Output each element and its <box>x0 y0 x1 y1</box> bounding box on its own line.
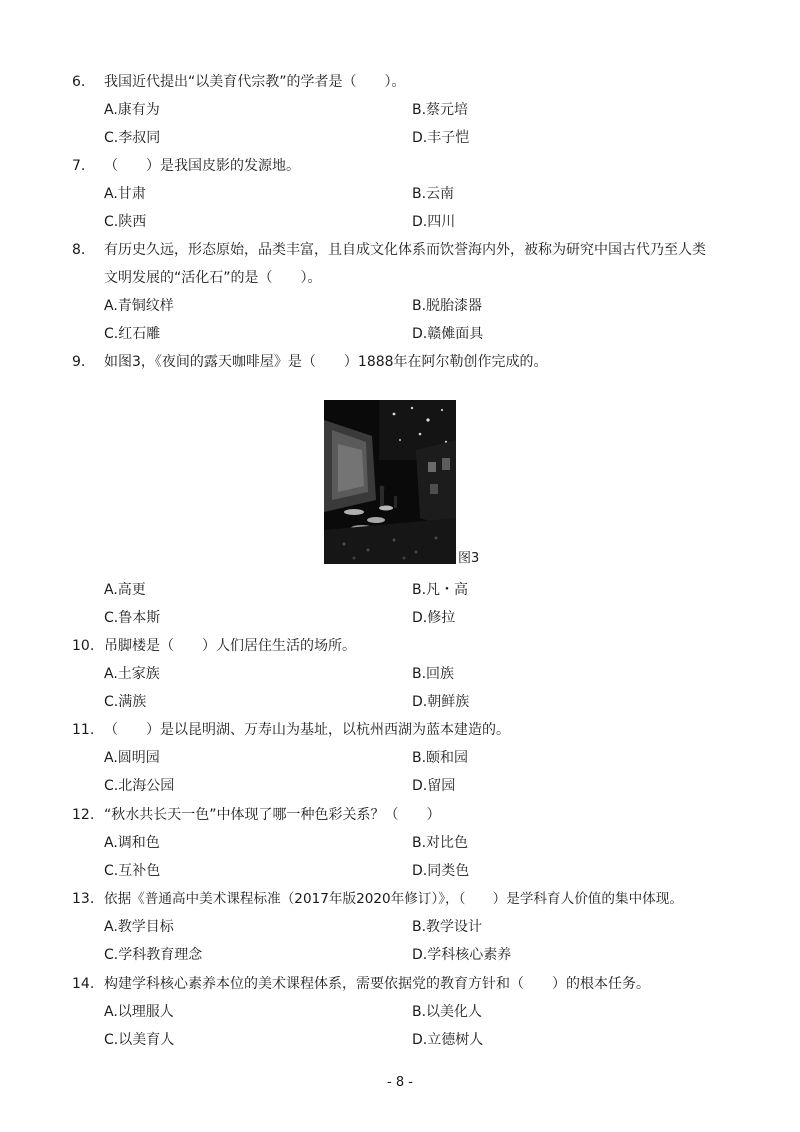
question-text: 构建学科核心素养本位的美术课程体系，需要依据党的教育方针和（ ）的根本任务。 <box>104 976 650 992</box>
option-d: D.修拉 <box>412 610 456 626</box>
question-number: 8. <box>72 242 86 258</box>
option-c: C.红石雕 <box>104 326 161 342</box>
page-number: - 8 - <box>387 1075 413 1090</box>
option-d: D.赣傩面具 <box>412 326 484 342</box>
question-number: 7. <box>72 158 86 174</box>
option-b: B.蔡元培 <box>412 102 469 118</box>
option-c: C.鲁本斯 <box>104 610 161 626</box>
option-a: A.以理服人 <box>104 1004 174 1020</box>
option-c: C.互补色 <box>104 863 161 879</box>
option-d: D.朝鲜族 <box>412 694 470 710</box>
option-c: C.学科教育理念 <box>104 947 203 963</box>
option-a: A.调和色 <box>104 835 160 851</box>
option-d: D.学科核心素养 <box>412 947 512 963</box>
option-b: B.云南 <box>412 186 455 202</box>
option-a: A.教学目标 <box>104 919 174 935</box>
question-number: 11. <box>72 722 95 738</box>
question-text: “秋水共长天一色”中体现了哪一种色彩关系？（ ） <box>104 807 441 823</box>
option-c: C.北海公园 <box>104 778 175 794</box>
option-b: B.回族 <box>412 666 455 682</box>
option-c: C.陕西 <box>104 214 147 230</box>
question-number: 13. <box>72 891 95 907</box>
question-number: 12. <box>72 807 95 823</box>
question-text: （ ）是我国皮影的发源地。 <box>104 158 300 174</box>
option-b: B.对比色 <box>412 835 469 851</box>
question-number: 9. <box>72 354 86 370</box>
question-text: 如图3，《夜间的露天咖啡屋》是（ ）1888年在阿尔勒创作完成的。 <box>104 354 548 370</box>
question-text-continued: 文明发展的“活化石”的是（ ）。 <box>104 270 322 286</box>
option-a: A.高更 <box>104 582 146 598</box>
option-d: D.丰子恺 <box>412 130 470 146</box>
option-d: D.四川 <box>412 214 456 230</box>
option-b: B.以美化人 <box>412 1004 483 1020</box>
option-b: B.颐和园 <box>412 750 469 766</box>
question-text: 有历史久远，形态原始，品类丰富，且自成文化体系而饮誉海内外，被称为研究中国古代乃至人类 <box>104 242 706 258</box>
option-c: C.满族 <box>104 694 147 710</box>
option-c: C.李叔同 <box>104 130 161 146</box>
option-b: B.凡・高 <box>412 582 469 598</box>
option-d: D.留园 <box>412 778 456 794</box>
option-a: A.青铜纹样 <box>104 298 174 314</box>
option-d: D.立德树人 <box>412 1032 484 1048</box>
night-cafe-painting-image <box>324 400 456 564</box>
painting-figure <box>324 400 456 564</box>
question-number: 6. <box>72 74 86 90</box>
question-text: （ ）是以昆明湖、万寿山为基址，以杭州西湖为蓝本建造的。 <box>104 722 510 738</box>
question-text: 依据《普通高中美术课程标准（2017年版2020年修订）》，（ ）是学科育人价值的集中体现。 <box>104 891 683 907</box>
option-a: A.甘肃 <box>104 186 146 202</box>
question-number: 14. <box>72 976 95 992</box>
option-c: C.以美育人 <box>104 1032 175 1048</box>
figure-caption: 图3 <box>458 551 480 566</box>
question-text: 我国近代提出“以美育代宗教”的学者是（ ）。 <box>104 74 406 90</box>
option-a: A.康有为 <box>104 102 160 118</box>
option-b: B.教学设计 <box>412 919 483 935</box>
option-a: A.圆明园 <box>104 750 160 766</box>
option-a: A.土家族 <box>104 666 160 682</box>
option-b: B.脱胎漆器 <box>412 298 483 314</box>
question-text: 吊脚楼是（ ）人们居住生活的场所。 <box>104 638 356 654</box>
option-d: D.同类色 <box>412 863 470 879</box>
question-number: 10. <box>72 638 95 654</box>
